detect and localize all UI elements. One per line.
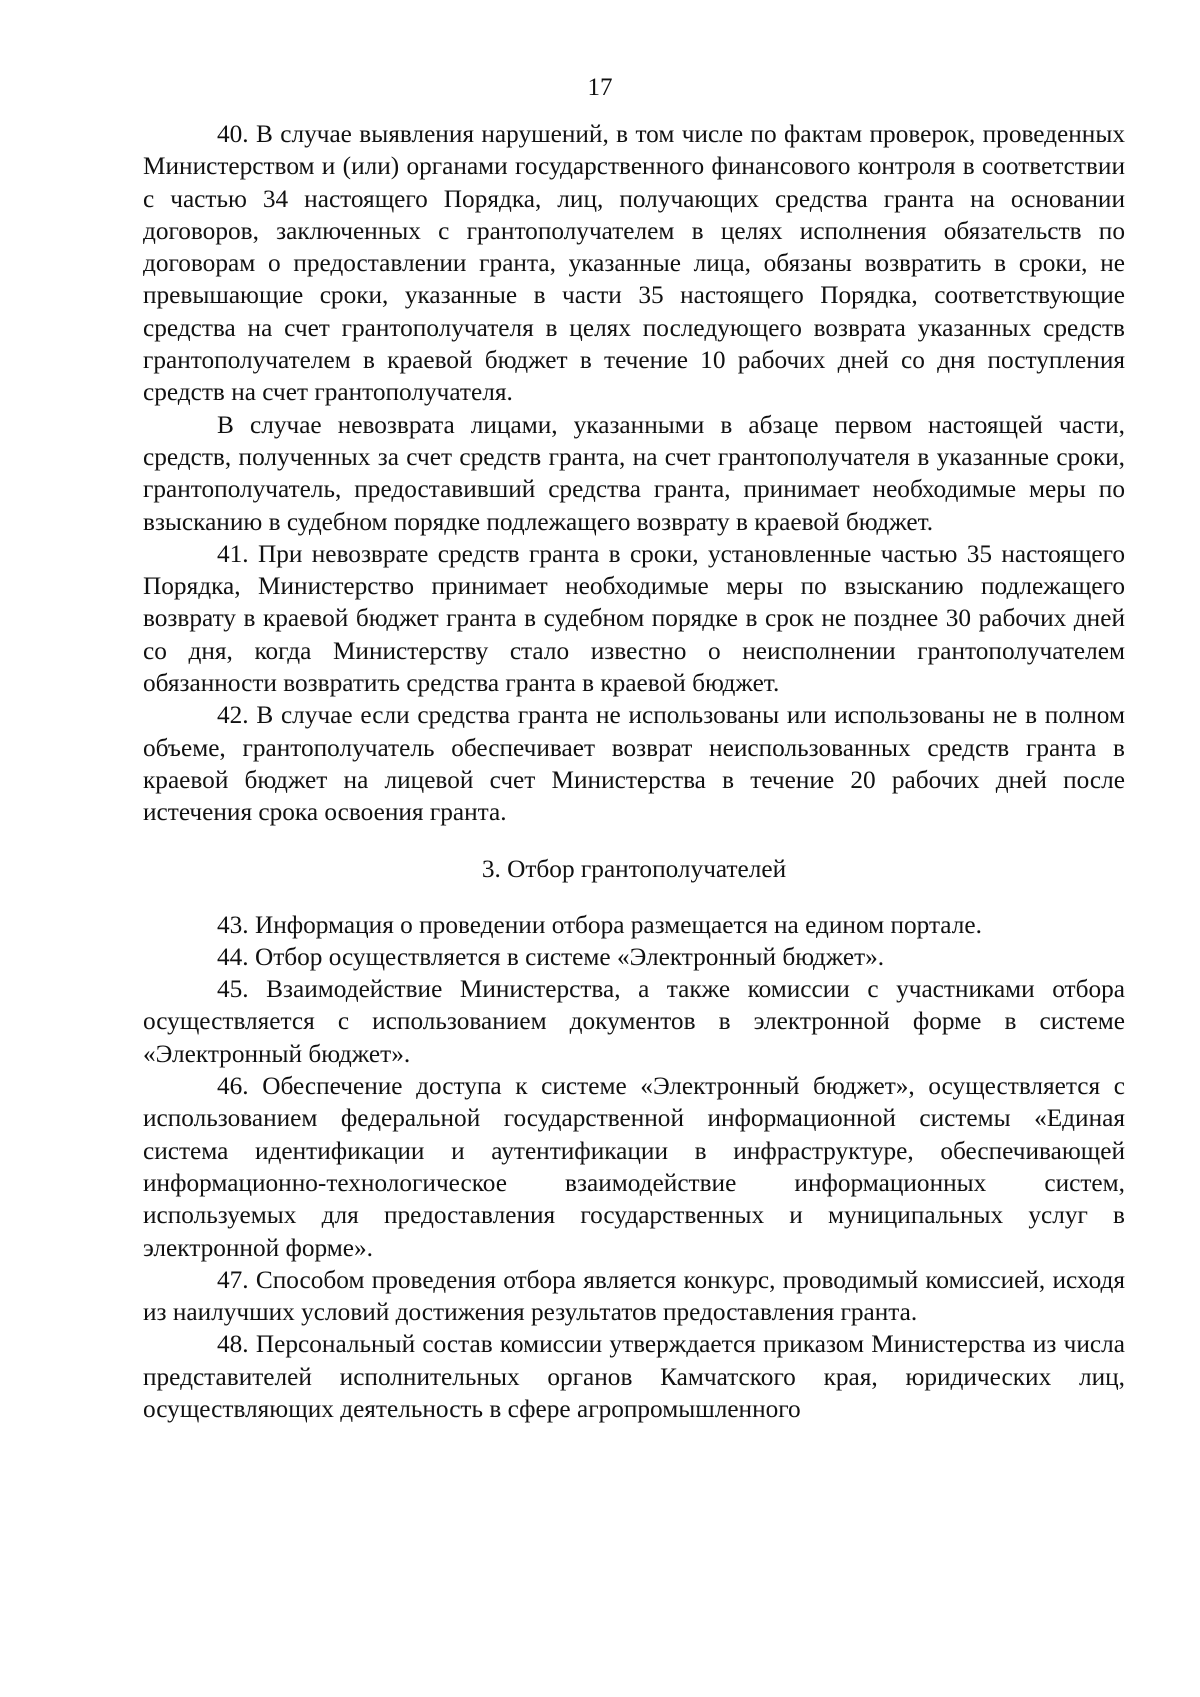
paragraph-40: 40. В случае выявления нарушений, в том числе по фактам проверок, проведенных Министерством и (или) органами государственного финансового контроля в соответствии с частью 34 настоящего Порядка, лиц, получающих средства гранта на основании договоров, заключенных с грантополучателем в целях исполнения обязательств по договорам о предоставлении гранта, указанные лица, обязаны возвратить в сроки, не превышающие сроки, указанные в части 35 настоящего Порядка, соответствующие средства на счет грантополучателя в целях последующего возврата указанных средств грантополучателем в краевой бюджет в течение 10 рабочих дней со дня поступления средств на счет грантополучателя. [143, 120, 1125, 407]
document-body [143, 118, 1125, 1425]
paragraph-48: 48. Персональный состав комиссии утверждается приказом Министерства из числа представителей исполнительных органов Камчатского края, юридических лиц, осуществляющих деятельность в сфере агропромышленного [143, 1330, 1125, 1423]
paragraph-47: 47. Способом проведения отбора является конкурс, проводимый комиссией, исходя из наилучших условий достижения результатов предоставления гранта. [143, 1265, 1125, 1327]
paragraph-44: 44. Отбор осуществляется в системе «Электронный бюджет». [217, 942, 885, 971]
paragraph-43: 43. Информация о проведении отбора размещается на едином портале. [217, 910, 982, 939]
page-number: 17 [587, 74, 613, 101]
section-title: 3. Отбор грантополучателей [481, 854, 787, 883]
paragraph-40-second-part: В случае невозврата лицами, указанными в абзаце первом настоящей части, средств, полученных за счет средств гранта, на счет грантополучателя в указанные сроки, грантополучатель, предоставивший средства гранта, принимает необходимые меры по взысканию в судебном порядке подлежащего возврату в краевой бюджет. [143, 410, 1125, 536]
paragraph-42: 42. В случае если средства гранта не использованы или использованы не в полном объеме, грантополучатель обеспечивает возврат неиспользованных средств гранта в краевой бюджет на лицевой счет Министерства в течение 20 рабочих дней после истечения срока освоения гранта. [143, 701, 1125, 827]
paragraph-45: 45. Взаимодействие Министерства, а также комиссии с участниками отбора осуществляется с использованием документов в электронной форме в системе «Электронный бюджет». [143, 975, 1125, 1068]
paragraph-46: 46. Обеспечение доступа к системе «Электронный бюджет», осуществляется с использованием федеральной государственной информационной системы «Единая система идентификации и аутентификации в инфраструктуре, обеспечивающей информационно-технологическое взаимодействие информационных систем, используемых для предоставления государственных и муниципальных услуг в электронной форме». [143, 1072, 1125, 1262]
paragraph-41: 41. При невозврате средств гранта в сроки, установленные частью 35 настоящего Порядка, Министерство принимает необходимые меры по взысканию подлежащего возврату в краевой бюджет гранта в судебном порядке в срок не позднее 30 рабочих дней со дня, когда Министерству стало известно о неисполнении грантополучателем обязанности возвратить средства гранта в краевой бюджет. [143, 539, 1125, 698]
